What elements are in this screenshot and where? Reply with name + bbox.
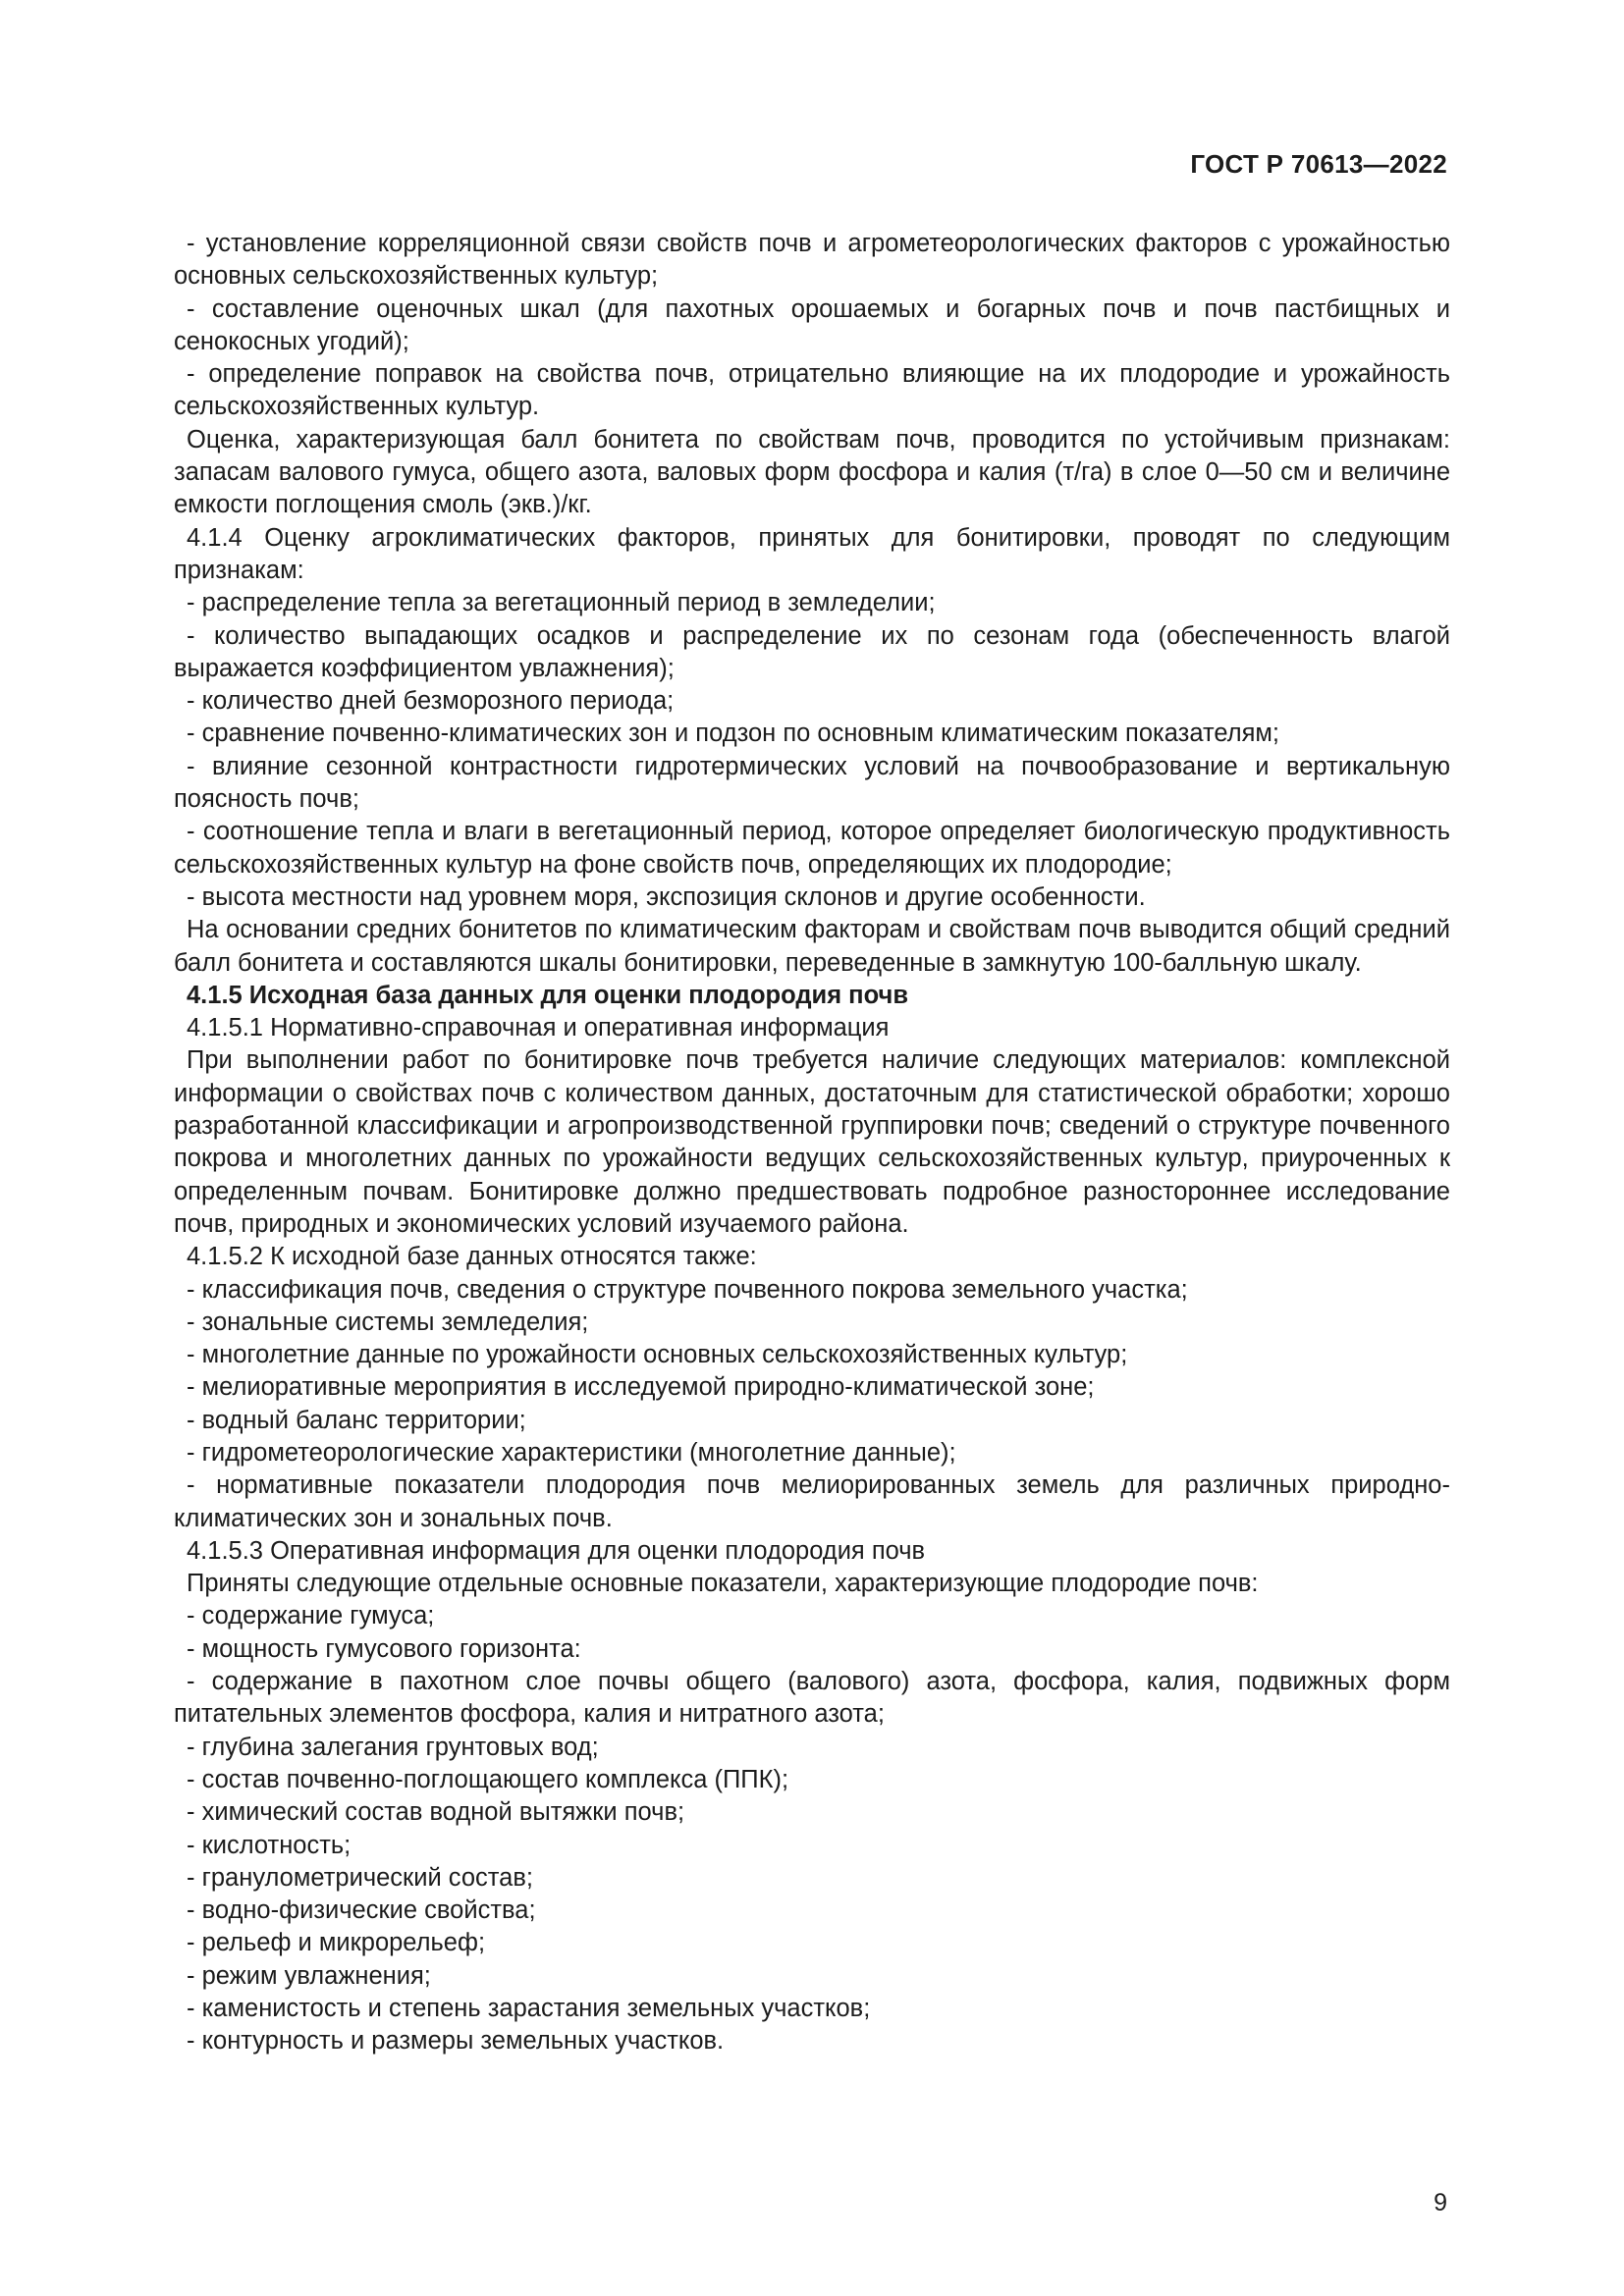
paragraph: - водный баланс территории; bbox=[187, 1406, 526, 1434]
paragraph: - составление оценочных шкал (для пахотных орошаемых и богарных почв и почв пастбищных и сенокосных угодий); bbox=[174, 294, 1450, 355]
subsection-heading: 4.1.5.2 К исходной базе данных относятся также: bbox=[187, 1243, 757, 1271]
paragraph: - соотношение тепла и влаги в вегетационный период, которое определяет биологическую продуктивность сельскохозяйственных культур на фоне свойств почв, определяющих их плодородие; bbox=[174, 818, 1450, 879]
paragraph: - химический состав водной вытяжки почв; bbox=[187, 1798, 685, 1827]
paragraph: - состав почвенно-поглощающего комплекса (ППК); bbox=[187, 1765, 789, 1793]
paragraph: - режим увлажнения; bbox=[187, 1961, 431, 1990]
paragraph: - водно-физические свойства; bbox=[187, 1896, 536, 1925]
paragraph: - мелиоративные мероприятия в исследуемой природно-климатической зоне; bbox=[187, 1373, 1095, 1402]
paragraph: - контурность и размеры земельных участков. bbox=[187, 2027, 725, 2056]
section-heading: 4.1.5 Исходная база данных для оценки плодородия почв bbox=[187, 981, 909, 1009]
paragraph: - мощность гумусового горизонта: bbox=[187, 1634, 581, 1663]
paragraph: 4.1.4 Оценку агроклиматических факторов, принятых для бонитировки, проводят по следующим признакам: bbox=[174, 523, 1450, 584]
paragraph: - кислотность; bbox=[187, 1831, 352, 1859]
paragraph: При выполнении работ по бонитировке почв требуется наличие следующих материалов: комплексной информации о свойствах почв с количеством данных, достаточным для статистической обработки; хорошо разработанной классификации и агропроизводственной группировки почв; сведений о структуре почвенного покрова и многолетних данных по урожайности ведущих сельскохозяйственных культур, приуроченных к определенным почвам. Бонитировке должно предшествовать подробное разностороннее исследование почв, природных и экономических условий изучаемого района. bbox=[174, 1046, 1450, 1238]
subsection-heading: 4.1.5.1 Нормативно-справочная и оперативная информация bbox=[187, 1014, 890, 1042]
paragraph: - распределение тепла за вегетационный период в земледелии; bbox=[187, 589, 936, 617]
paragraph: - гранулометрический состав; bbox=[187, 1863, 533, 1892]
paragraph: - сравнение почвенно-климатических зон и подзон по основным климатическим показателям; bbox=[187, 720, 1279, 748]
paragraph: На основании средних бонитетов по климатическим факторам и свойствам почв выводится общий средний балл бонитета и составляются шкалы бонитировки, переведенные в замкнутую 100-балльную шкалу. bbox=[174, 916, 1450, 977]
paragraph: - глубина залегания грунтовых вод; bbox=[187, 1733, 599, 1761]
paragraph: Оценка, характеризующая балл бонитета по свойствам почв, проводится по устойчивым признакам: запасам валового гумуса, общего азота, валовых форм фосфора и калия (т/га) в слое 0—50 см и величине емкости поглощения смоль (экв.)/кг. bbox=[174, 425, 1450, 519]
paragraph: - классификация почв, сведения о структуре почвенного покрова земельного участка; bbox=[187, 1275, 1188, 1304]
paragraph: - количество дней безморозного периода; bbox=[187, 687, 675, 716]
document-header: ГОСТ Р 70613—2022 bbox=[1190, 149, 1447, 179]
paragraph: - установление корреляционной связи свойств почв и агрометеорологических факторов с урожайностью основных сельскохозяйственных культур; bbox=[174, 230, 1450, 291]
paragraph: - каменистость и степень зарастания земельных участков; bbox=[187, 1995, 871, 2023]
paragraph: - зональные системы земледелия; bbox=[187, 1308, 589, 1336]
paragraph: - определение поправок на свойства почв, отрицательно влияющие на их плодородие и урожайность сельскохозяйственных культур. bbox=[174, 360, 1450, 421]
paragraph: - содержание в пахотном слое почвы общего (валового) азота, фосфора, калия, подвижных форм питательных элементов фосфора, калия и нитратного азота; bbox=[174, 1668, 1450, 1729]
paragraph: - высота местности над уровнем моря, экспозиция склонов и другие особенности. bbox=[187, 882, 1146, 911]
subsection-heading: 4.1.5.3 Оперативная информация для оценки плодородия почв bbox=[187, 1536, 926, 1565]
paragraph: Приняты следующие отдельные основные показатели, характеризующие плодородие почв: bbox=[187, 1570, 1259, 1598]
paragraph: - количество выпадающих осадков и распределение их по сезонам года (обеспеченность влагой выражается коэффициентом увлажнения); bbox=[174, 621, 1450, 682]
paragraph: - гидрометеорологические характеристики (многолетние данные); bbox=[187, 1438, 956, 1467]
paragraph: - рельеф и микрорельеф; bbox=[187, 1929, 486, 1957]
document-body bbox=[174, 228, 1450, 2058]
paragraph: - многолетние данные по урожайности основных сельскохозяйственных культур; bbox=[187, 1341, 1128, 1369]
page-number: 9 bbox=[1434, 2189, 1447, 2216]
paragraph: - нормативные показатели плодородия почв мелиорированных земель для различных природно-климатических зон и зональных почв. bbox=[174, 1471, 1450, 1532]
paragraph: - влияние сезонной контрастности гидротермических условий на почвообразование и вертикальную поясность почв; bbox=[174, 752, 1450, 814]
paragraph: - содержание гумуса; bbox=[187, 1602, 435, 1630]
